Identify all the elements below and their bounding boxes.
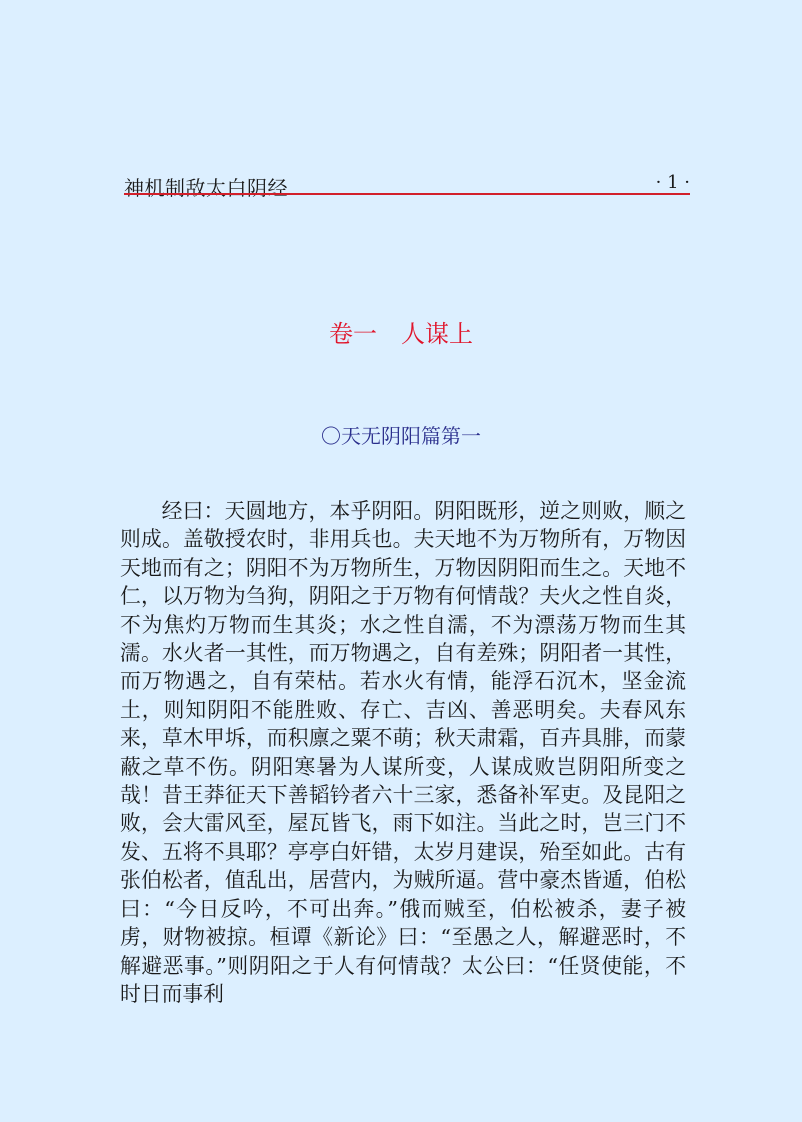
body-paragraph: 经曰：天圆地方，本乎阴阳。阴阳既形，逆之则败，顺之则成。盖敬授农时，非用兵也。夫天地不为万物所有，万物因天地而有之；阴阳不为万物所生，万物因阴阳而生之。天地不仁，以万物为刍狗，阴阳之于万物有何情哉？夫火之性自炎，不为焦灼万物而生其炎；水之性自濡，不为漂荡万物而生其濡。水火者一其性，而万物遇之，自有差殊；阴阳者一其性，而万物遇之，自有荣枯。若水火有情，能浮石沉木，坚金流土，则知阴阳不能胜败、存亡、吉凶、善恶明矣。夫春风东来，草木甲坼，而积廪之粟不萌；秋天肃霜，百卉具腓，而蒙蔽之草不伤。阴阳寒暑为人谋所变，人谋成败岂阴阳所变之哉！昔王莽征天下善韬钤者六十三家，悉备补军吏。及昆阳之败，会大雷风至，屋瓦皆飞，雨下如注。当此之时，岂三门不发、五将不具耶？亭亭白奸错，太岁月建误，殆至如此。古有张伯松者，值乱出，居营内，为贼所逼。营中豪杰皆遁，伯松曰：“今日反吟，不可出奔。”俄而贼至，伯松被杀，妻子被虏，财物被掠。桓谭《新论》曰：“至愚之人，解避恶时，不解避恶事。”则阴阳之于人有何情哉？太公曰：“任贤使能，不时日而事利 [120, 499, 686, 1006]
header-page-number: · 1 · [655, 172, 690, 193]
chapter-title: 卷一 人谋上 [329, 320, 473, 348]
section-title: 〇天无阴阳篇第一 [321, 424, 481, 448]
running-header [124, 170, 690, 200]
header-book-title: 神机制敌太白阴经 [124, 176, 288, 200]
header-rule [124, 193, 690, 195]
